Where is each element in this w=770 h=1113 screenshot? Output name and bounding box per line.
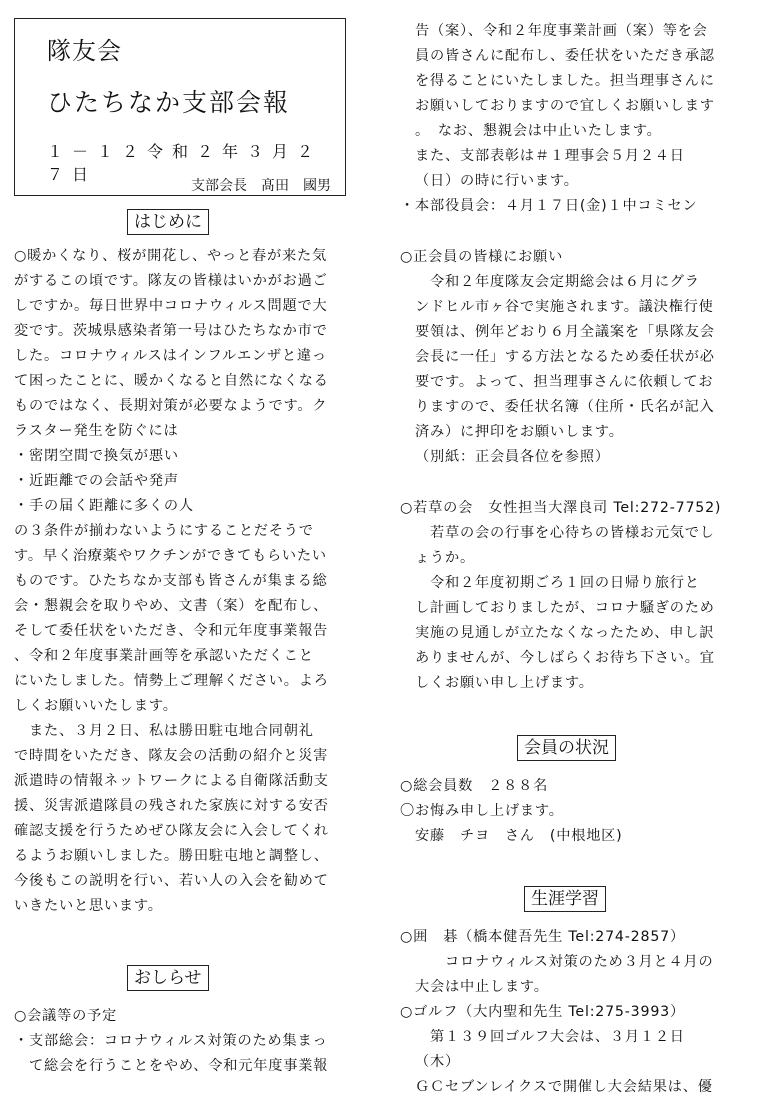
text-line: ＧＣセブンレイクスで開催し大会結果は、優 bbox=[415, 1079, 713, 1095]
text-line: 告（案）、令和２年度事業計画（案）等を会 bbox=[415, 23, 708, 39]
text-line: そして委任状をいただき、令和元年度事業報告 bbox=[14, 623, 329, 639]
section-wakakusa bbox=[400, 496, 721, 696]
text-line: 令和２年度隊友会定期総会は６月にグラ bbox=[430, 274, 700, 290]
text-line: て困ったことに、暖かくなると自然になくなる bbox=[14, 373, 329, 389]
text-line: 援、災害派遣隊員の残された家族に対する安否 bbox=[14, 798, 329, 814]
text-line: 変です。茨城県感染者第一号はひたちなか市で bbox=[14, 323, 328, 339]
bullet-item: ・支部総会：コロナウィルス対策のため集まっ bbox=[14, 1033, 328, 1049]
section-shogai bbox=[400, 925, 714, 1100]
text-line: 要です。よって、担当理事さんに依頼してお bbox=[415, 374, 714, 390]
section-kaiin bbox=[400, 774, 623, 849]
text-line: ものです。ひたちなか支部も皆さんが集まる総 bbox=[14, 573, 328, 589]
text-line: を得ることにいたしました。担当理事さんに bbox=[415, 73, 715, 89]
text-line: 実施の見通しが立たなくなったため、申し訳 bbox=[415, 625, 715, 641]
section-oshirase-continued bbox=[400, 19, 715, 219]
text-line: 要領は、例年どおり６月全議案を「県隊友会 bbox=[415, 324, 715, 340]
heading-oshirase: おしらせ bbox=[127, 965, 209, 991]
member-count: ○総会員数 ２８８名 bbox=[400, 778, 549, 794]
section-hajimeni bbox=[14, 244, 329, 919]
text-line: 第１３９回ゴルフ大会は、３月１２日 bbox=[430, 1029, 685, 1045]
text-line: 派遣時の情報ネットワークによる自衛隊活動支 bbox=[14, 773, 329, 789]
heading-shogai: 生涯学習 bbox=[524, 886, 606, 912]
text-line: し計画しておりましたが、コロナ騒ぎのため bbox=[415, 600, 715, 616]
text-line: 会・懇親会を取りやめ、文書（案）を配布し、 bbox=[14, 598, 329, 614]
masthead-issue-date: １－１２令和２年３月２７日 bbox=[47, 142, 323, 184]
text-line: また、支部表彰は＃１理事会５月２４日 bbox=[415, 148, 685, 164]
text-line: 会長に一任」する方法となるため委任状が必 bbox=[415, 349, 715, 365]
text-line: にいたしました。情勢上ご理解ください。よろ bbox=[14, 673, 329, 689]
text-line: 。 なお、懇親会は中止いたします。 bbox=[415, 123, 662, 139]
text-line: しくお願いいたします。 bbox=[14, 698, 178, 714]
bullet-item: ・手の届く距離に多くの人 bbox=[14, 498, 194, 514]
text-line: ラスター発生を防ぐには bbox=[14, 423, 179, 439]
subheading: ○正会員の皆様にお願い bbox=[400, 249, 564, 265]
text-line: るようお願いしました。勝田駐屯地と調整し、 bbox=[14, 848, 329, 864]
text-line: で時間をいただき、隊友会の活動の紹介と災害 bbox=[14, 748, 329, 764]
section-oshirase bbox=[14, 1004, 328, 1079]
text-line: 大会は中止します。 bbox=[415, 979, 549, 995]
subheading: ○若草の会 女性担当大澤良司 Tel:272-7752) bbox=[400, 500, 722, 516]
text-line: 安藤 チヨ さん (中根地区) bbox=[415, 828, 623, 844]
text-line: の３条件が揃わないようにすることだそうで bbox=[14, 523, 314, 539]
text-line: ○暖かくなり、桜が開花し、やっと春が来た気 bbox=[14, 248, 327, 264]
subheading: ○囲 碁（橋本健吾先生 Tel:274-2857） bbox=[400, 929, 685, 945]
text-line: 員の皆さんに配布し、委任状をいただき承認 bbox=[415, 48, 715, 64]
section-seikaiin bbox=[400, 245, 715, 470]
text-line: 若草の会の行事を心待ちの皆様お元気でし bbox=[430, 525, 715, 541]
text-line: ○会議等の予定 bbox=[14, 1008, 118, 1024]
text-line: 確認支援を行うためぜひ隊友会に入会してくれ bbox=[14, 823, 329, 839]
text-line: 、令和２年度事業計画等を承認いただくこと bbox=[14, 648, 314, 664]
masthead-box bbox=[14, 18, 346, 196]
text-line: 令和２年度初期ごろ１回の日帰り旅行と bbox=[430, 575, 700, 591]
text-line: ありませんが、今しばらくお待ち下さい。宜 bbox=[415, 650, 715, 666]
text-line: て総会を行うことをやめ、令和元年度事業報 bbox=[14, 1058, 329, 1074]
text-line: した。コロナウィルスはインフルエンザと違っ bbox=[14, 348, 327, 364]
text-line: いきたいと思います。 bbox=[14, 898, 163, 914]
text-line: 〇お悔み申し上げます。 bbox=[400, 803, 564, 819]
masthead-org: 隊友会 bbox=[47, 37, 122, 65]
masthead-title: ひたちなか支部会報 bbox=[47, 88, 291, 117]
text-line: （木） bbox=[415, 1054, 460, 1070]
bullet-item: ・近距離での会話や発声 bbox=[14, 473, 179, 489]
text-line: また、３月２日、私は勝田駐屯地合同朝礼 bbox=[14, 723, 314, 739]
text-line: ンドヒル市ヶ谷で実施されます。議決権行使 bbox=[415, 299, 714, 315]
text-line: す。早く治療薬やワクチンができてもらいたい bbox=[14, 548, 327, 564]
text-line: りますので、委任状名簿（住所・氏名が記入 bbox=[415, 399, 715, 415]
text-line: がするこの頃です。隊友の皆様はいかがお過ご bbox=[14, 273, 328, 289]
text-line: 済み）に押印をお願いします。 bbox=[415, 424, 624, 440]
text-line: ものではなく、長期対策が必要なようです。ク bbox=[14, 398, 328, 414]
text-line: ょうか。 bbox=[415, 550, 475, 566]
bullet-item: ・本部役員会：４月１７日(金)１中コミセン bbox=[400, 198, 698, 214]
heading-kaiin: 会員の状況 bbox=[517, 735, 616, 761]
text-line: 今後もこの説明を行い、若い人の入会を勧めて bbox=[14, 873, 329, 889]
subheading: ○ゴルフ（大内聖和先生 Tel:275-3993） bbox=[400, 1004, 685, 1020]
text-line: コロナウィルス対策のため３月と４月の bbox=[445, 954, 714, 970]
masthead-author: 支部会長 髙田 國男 bbox=[191, 178, 331, 194]
text-line: しくお願い申し上げます。 bbox=[415, 675, 594, 691]
text-line: （日）の時に行います。 bbox=[415, 173, 579, 189]
text-line: お願いしておりますので宜しくお願いします bbox=[415, 98, 715, 114]
text-line: しですか。毎日世界中コロナウィルス問題で大 bbox=[14, 298, 328, 314]
bullet-item: ・密閉空間で換気が悪い bbox=[14, 448, 179, 464]
heading-hajimeni: はじめに bbox=[127, 209, 209, 235]
text-line: （別紙：正会員各位を参照） bbox=[415, 449, 610, 465]
